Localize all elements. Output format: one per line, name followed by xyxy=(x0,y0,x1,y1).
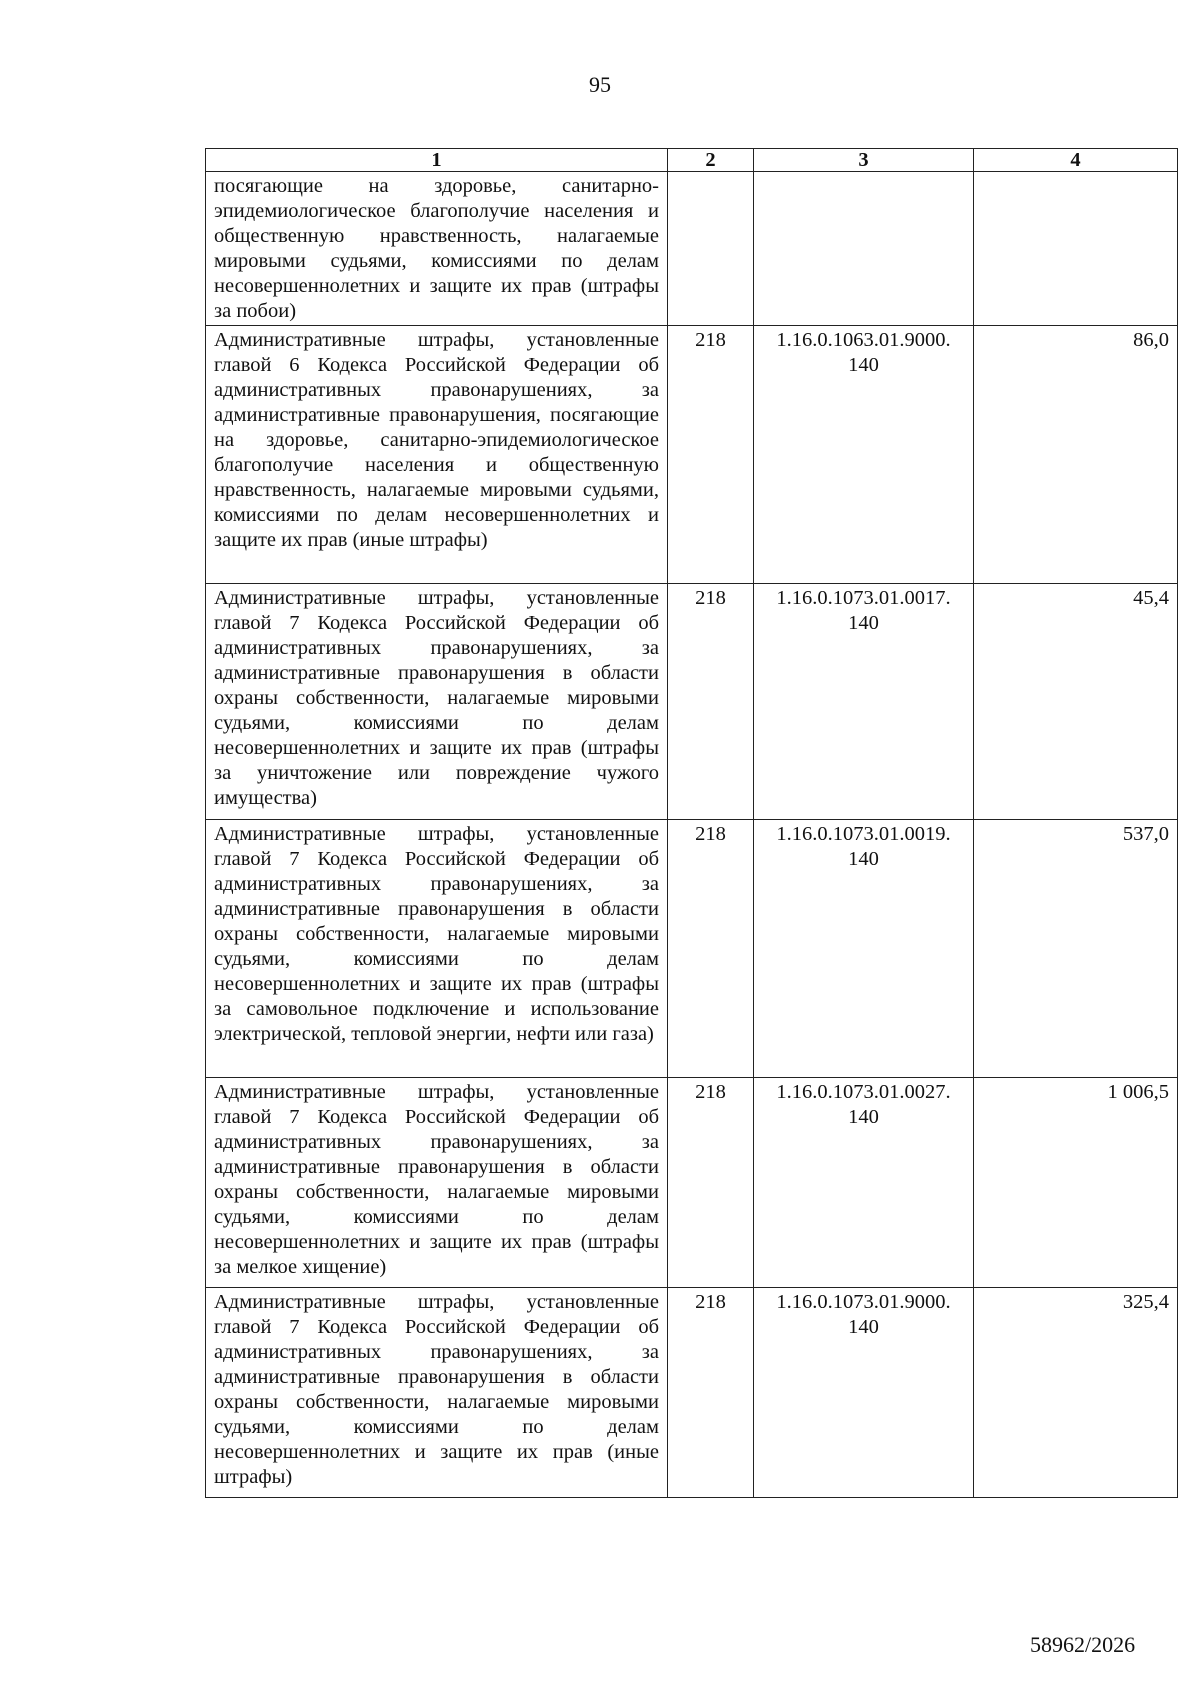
row-admin-code: 218 xyxy=(668,584,754,820)
row-revenue-code xyxy=(754,584,974,820)
row-revenue-code-line1: 1.16.0.1063.01.9000. xyxy=(776,329,951,351)
row-name: Административные штрафы, установленные главой 7 Кодекса Российской Федерации об административных правонарушениях, за административные правонарушения в области охраны собственности, налагаемые мировыми судьями, комиссиями по делам несовершеннолетних и защите их прав (штрафы за самовольное подключение и использование электрической, тепловой энергии, нефти или газа) xyxy=(206,820,668,1078)
row-revenue-code-line2: 140 xyxy=(848,1316,879,1338)
row-revenue-code xyxy=(754,820,974,1078)
table-row xyxy=(206,584,1178,820)
header-col-2: 2 xyxy=(668,149,754,172)
row-name: Административные штрафы, установленные главой 6 Кодекса Российской Федерации об административных правонарушениях, за административные правонарушения, посягающие на здоровье, санитарно-эпидемиологическое благополучие населения и общественную нравственность, налагаемые мировыми судьями, комиссиями по делам несовершеннолетних и защите их прав (иные штрафы) xyxy=(206,326,668,584)
row-revenue-code-line2: 140 xyxy=(848,848,879,870)
row-amount: 325,4 xyxy=(974,1288,1178,1498)
row-revenue-code-line2: 140 xyxy=(848,354,879,376)
table-row xyxy=(206,1288,1178,1498)
row-admin-code: 218 xyxy=(668,820,754,1078)
row-amount: 1 006,5 xyxy=(974,1078,1178,1288)
row-revenue-code-line1: 1.16.0.1073.01.0017. xyxy=(776,587,951,609)
row-name: посягающие на здоровье, санитарно-эпидемиологическое благополучие населения и общественную нравственность, налагаемые мировыми судьями, комиссиями по делам несовершеннолетних и защите их прав (штрафы за побои) xyxy=(206,172,668,326)
row-amount: 45,4 xyxy=(974,584,1178,820)
table-row xyxy=(206,326,1178,584)
row-revenue-code xyxy=(754,326,974,584)
row-amount: 86,0 xyxy=(974,326,1178,584)
table-row xyxy=(206,1078,1178,1288)
table-row xyxy=(206,820,1178,1078)
row-revenue-code xyxy=(754,172,974,326)
row-amount xyxy=(974,172,1178,326)
row-admin-code: 218 xyxy=(668,1288,754,1498)
row-revenue-code-line1: 1.16.0.1073.01.0019. xyxy=(776,823,951,845)
header-col-3: 3 xyxy=(754,149,974,172)
table-row xyxy=(206,172,1178,326)
row-revenue-code xyxy=(754,1288,974,1498)
header-col-1: 1 xyxy=(206,149,668,172)
row-name: Административные штрафы, установленные главой 7 Кодекса Российской Федерации об административных правонарушениях, за административные правонарушения в области охраны собственности, налагаемые мировыми судьями, комиссиями по делам несовершеннолетних и защите их прав (штрафы за мелкое хищение) xyxy=(206,1078,668,1288)
row-revenue-code-line2: 140 xyxy=(848,612,879,634)
row-name: Административные штрафы, установленные главой 7 Кодекса Российской Федерации об административных правонарушениях, за административные правонарушения в области охраны собственности, налагаемые мировыми судьями, комиссиями по делам несовершеннолетних и защите их прав (иные штрафы) xyxy=(206,1288,668,1498)
row-admin-code: 218 xyxy=(668,1078,754,1288)
row-admin-code xyxy=(668,172,754,326)
revenue-table xyxy=(205,148,1178,1498)
row-amount: 537,0 xyxy=(974,820,1178,1078)
row-revenue-code xyxy=(754,1078,974,1288)
row-revenue-code-line2: 140 xyxy=(848,1106,879,1128)
row-name: Административные штрафы, установленные главой 7 Кодекса Российской Федерации об административных правонарушениях, за административные правонарушения в области охраны собственности, налагаемые мировыми судьями, комиссиями по делам несовершеннолетних и защите их прав (штрафы за уничтожение или повреждение чужого имущества) xyxy=(206,584,668,820)
header-col-4: 4 xyxy=(974,149,1178,172)
page-number: 95 xyxy=(589,72,611,97)
row-revenue-code-line1: 1.16.0.1073.01.0027. xyxy=(776,1081,951,1103)
row-revenue-code-line1: 1.16.0.1073.01.9000. xyxy=(776,1291,951,1313)
table-header-row xyxy=(206,149,1178,172)
row-admin-code: 218 xyxy=(668,326,754,584)
document-registration-number: 58962/2026 xyxy=(1030,1632,1136,1657)
